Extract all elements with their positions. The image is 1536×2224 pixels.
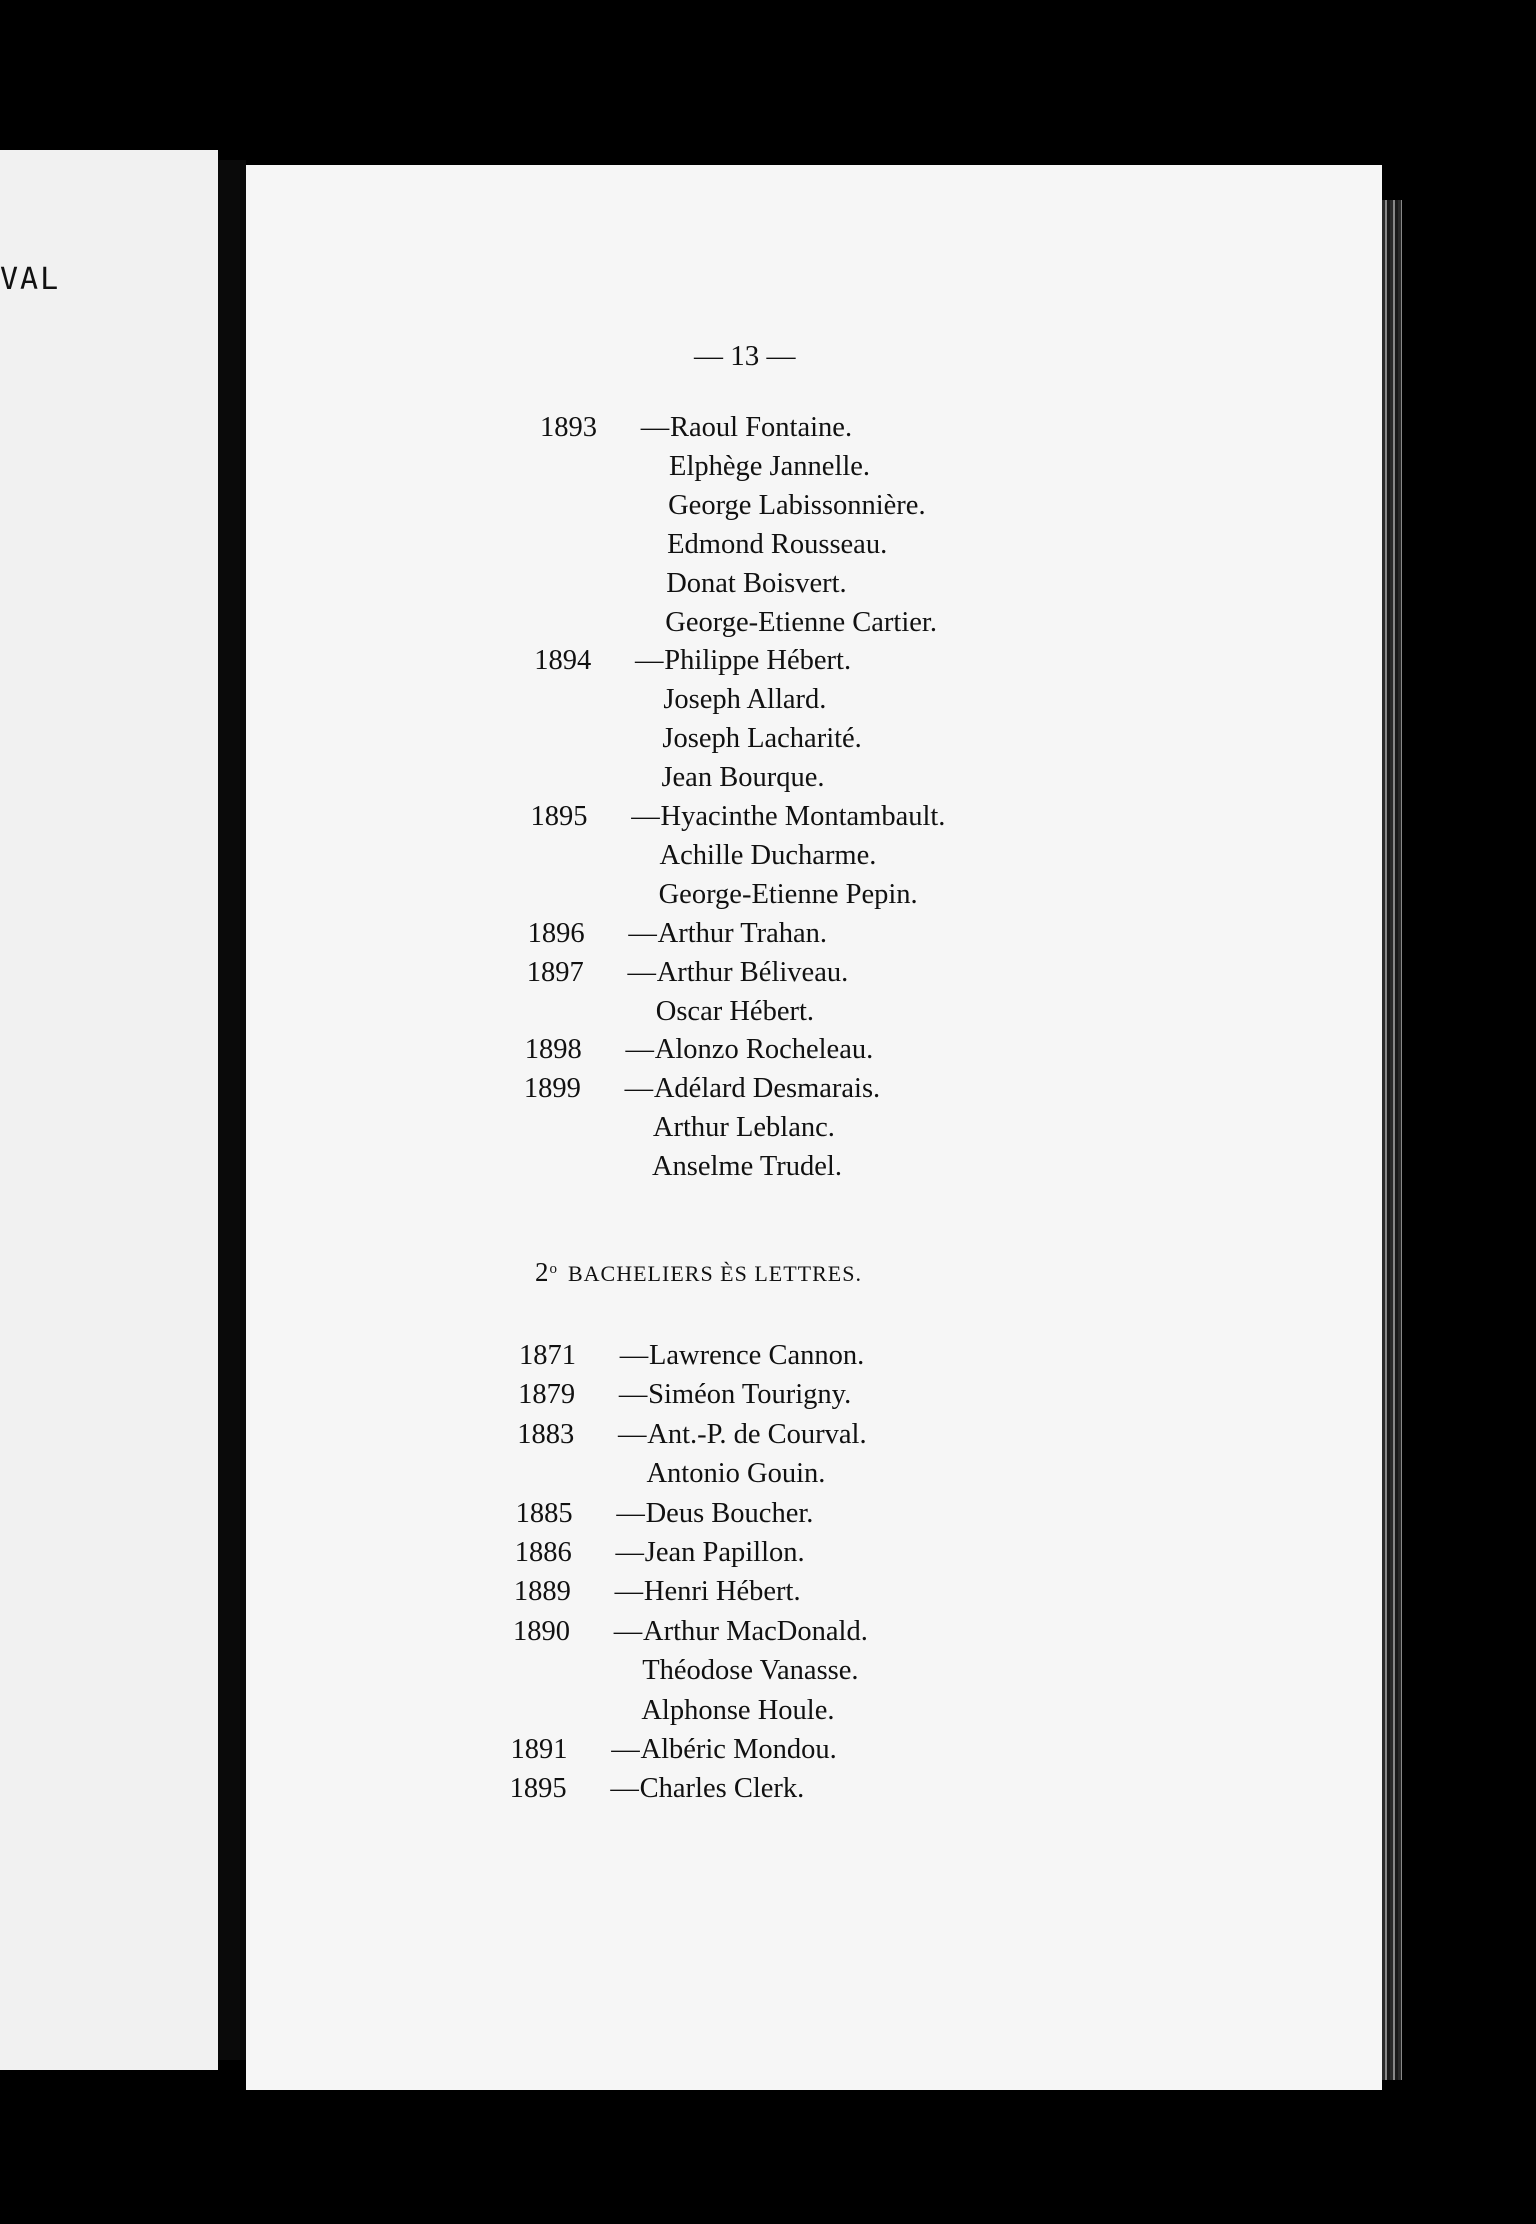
list-item	[511, 1693, 834, 1729]
list-item	[525, 1032, 873, 1068]
entry-name: Lawrence Cannon.	[649, 1340, 865, 1371]
entry-name: Arthur Trahan.	[657, 917, 828, 949]
entry-name: Adélard Desmarais.	[653, 1073, 881, 1105]
list-item	[511, 1732, 837, 1768]
list-item	[517, 1417, 866, 1453]
entry-year: 1893	[540, 412, 597, 443]
entry-dash: —	[614, 1576, 644, 1608]
entry-dash: —	[618, 1418, 647, 1450]
entry-name: Théodose Vanasse.	[642, 1655, 859, 1687]
section-degree-mark: o	[549, 1260, 558, 1277]
entry-name: Jean Papillon.	[644, 1537, 805, 1568]
entry-year: 1886	[514, 1537, 572, 1568]
entry-dash: —	[613, 1615, 643, 1647]
entry-name: Jean Bourque.	[661, 762, 825, 794]
entry-name: Charles Clerk.	[639, 1773, 805, 1805]
entry-dash: —	[619, 1340, 649, 1371]
entry-name: George Labissonnière.	[668, 489, 926, 521]
entry-year: 1897	[526, 956, 584, 988]
entry-dash: —	[635, 645, 664, 677]
entry-name: Arthur MacDonald.	[643, 1615, 868, 1647]
list-item	[515, 1535, 805, 1571]
entry-dash: —	[625, 1034, 655, 1066]
list-item	[513, 1614, 868, 1650]
list-item	[519, 1338, 864, 1374]
entry-name: Achille Ducharme.	[659, 839, 877, 871]
entry-year: 1896	[527, 917, 585, 949]
list-item	[514, 1574, 801, 1610]
left-page-fragment: VAL	[0, 262, 61, 297]
entry-year: 1879	[518, 1379, 576, 1411]
list-item	[530, 838, 877, 874]
entry-year: 1898	[524, 1034, 582, 1066]
left-page	[0, 150, 218, 2070]
entry-dash: —	[640, 412, 670, 443]
entry-name: Joseph Lacharité.	[662, 723, 862, 755]
section-number: 2	[535, 1257, 550, 1287]
entry-year: 1889	[513, 1576, 571, 1608]
list-item	[522, 1149, 842, 1185]
entry-dash: —	[624, 1073, 654, 1105]
entry-year: 1890	[513, 1615, 571, 1647]
page-number: — 13 —	[694, 340, 796, 372]
list-item	[512, 1653, 858, 1689]
list-item	[523, 1110, 835, 1146]
entry-name: Philippe Hébert.	[664, 645, 852, 677]
list-item	[531, 760, 824, 796]
entry-dash: —	[628, 917, 657, 949]
entry-name: Alphonse Houle.	[641, 1694, 835, 1726]
entry-name: Albéric Mondou.	[640, 1734, 837, 1765]
entry-name: Siméon Tourigny.	[648, 1379, 852, 1411]
entry-name: Raoul Fontaine.	[670, 412, 853, 443]
entry-year: 1885	[515, 1497, 573, 1529]
entry-name: Hyacinthe Montambault.	[660, 801, 946, 832]
list-item	[528, 916, 827, 952]
entry-year: 1895	[530, 801, 588, 832]
list-item	[510, 1771, 805, 1807]
list-item	[516, 1496, 814, 1532]
list-item	[529, 877, 918, 913]
entry-name: Alonzo Rocheleau.	[654, 1034, 874, 1066]
list-item	[518, 1377, 851, 1413]
list-item	[535, 605, 937, 641]
list-item	[532, 721, 861, 757]
list-item	[516, 1456, 825, 1492]
entry-name: Oscar Hébert.	[655, 995, 815, 1027]
section-title: BACHELIERS ÈS LETTRES.	[568, 1261, 862, 1286]
entry-year: 1871	[519, 1340, 576, 1371]
entry-name: Arthur Leblanc.	[652, 1112, 835, 1144]
entry-dash: —	[627, 956, 656, 988]
entry-name: Elphège Jannelle.	[669, 450, 871, 482]
list-item	[527, 955, 849, 991]
entry-year: 1894	[534, 645, 592, 677]
list-item	[540, 410, 852, 446]
entry-name: Anselme Trudel.	[651, 1151, 842, 1183]
entry-name: Deus Boucher.	[645, 1497, 814, 1529]
entry-name: Ant.-P. de Courval.	[647, 1418, 867, 1450]
entry-dash: —	[618, 1379, 648, 1411]
entry-year: 1895	[509, 1773, 567, 1805]
entry-name: Arthur Béliveau.	[656, 956, 849, 988]
page-edge	[1382, 200, 1402, 2080]
entry-name: Antonio Gouin.	[646, 1458, 826, 1490]
list-item	[533, 682, 826, 718]
entry-name: Donat Boisvert.	[666, 567, 847, 599]
entry-dash: —	[615, 1537, 644, 1568]
entry-name: George-Etienne Pepin.	[658, 878, 918, 910]
entry-year: 1891	[510, 1734, 568, 1765]
entry-dash: —	[616, 1497, 645, 1529]
entry-dash: —	[610, 1773, 639, 1805]
entry-name: George-Etienne Cartier.	[665, 606, 937, 638]
list-item	[536, 566, 846, 602]
list-item	[537, 527, 887, 563]
entry-name: Henri Hébert.	[643, 1576, 801, 1608]
entry-name: Edmond Rousseau.	[667, 528, 888, 560]
entry-year: 1883	[517, 1418, 575, 1450]
entry-dash: —	[611, 1734, 640, 1765]
section-heading	[535, 1257, 862, 1288]
entry-dash: —	[631, 801, 660, 832]
list-item	[524, 1071, 880, 1107]
entry-name: Joseph Allard.	[663, 684, 827, 716]
entry-year: 1899	[523, 1073, 581, 1105]
book-gutter	[218, 160, 246, 2060]
list-item	[534, 643, 851, 679]
list-item	[538, 488, 925, 524]
list-item	[531, 799, 946, 835]
list-item	[526, 994, 814, 1030]
list-item	[539, 449, 870, 485]
